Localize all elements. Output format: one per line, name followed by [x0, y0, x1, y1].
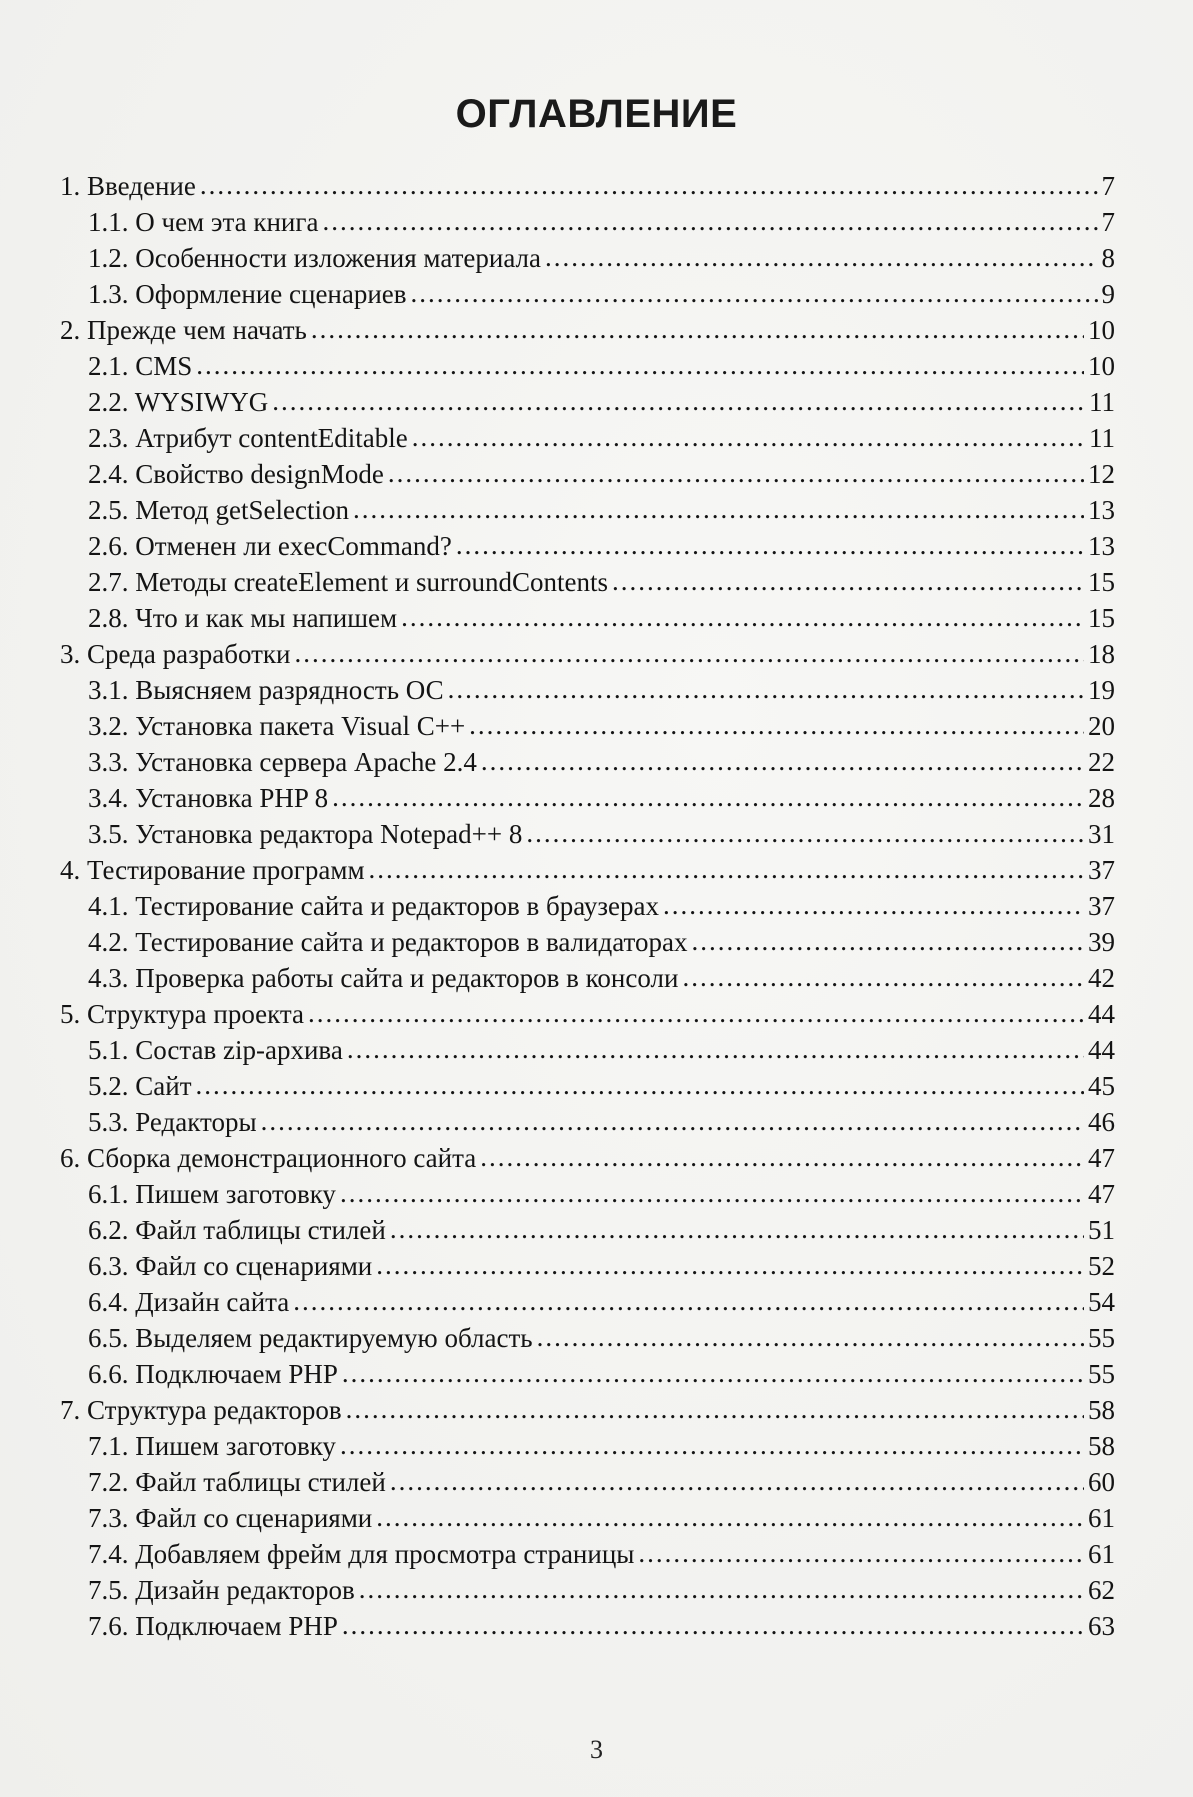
toc-entry-label: 7.5. Дизайн редакторов: [88, 1575, 355, 1605]
toc-entry-label: 2.4. Свойство designMode: [88, 459, 384, 489]
toc-entry-label: 4.3. Проверка работы сайта и редакторов в консоли: [88, 963, 679, 993]
toc-entry-label: 6.1. Пишем заготовку: [88, 1179, 336, 1209]
toc-entry-page: 11: [1089, 423, 1115, 453]
toc-entry-page: 9: [1101, 279, 1115, 309]
toc-entry-page: 28: [1088, 783, 1115, 813]
toc-entry-label: 2.2. WYSIWYG: [88, 387, 269, 417]
toc-section: [60, 816, 1115, 852]
toc-section: [60, 240, 1115, 276]
toc-entry-label: 1.1. О чем эта книга: [88, 207, 319, 237]
toc-entry-label: 5.3. Редакторы: [88, 1107, 257, 1137]
page-number: 3: [590, 1735, 603, 1764]
toc-entry-page: 13: [1088, 531, 1115, 561]
toc-section: [60, 528, 1115, 564]
toc-section: [60, 1608, 1115, 1644]
dot-leader: [340, 1175, 1084, 1211]
toc-entry-label: 5.2. Сайт: [88, 1071, 192, 1101]
dot-leader: [369, 851, 1084, 887]
toc-chapter: [60, 312, 1115, 348]
toc-entry-page: 44: [1088, 1035, 1115, 1065]
toc-entry-page: 44: [1088, 999, 1115, 1029]
toc-section: [60, 1572, 1115, 1608]
toc-entry-page: 42: [1088, 963, 1115, 993]
toc-section: [60, 888, 1115, 924]
toc-entry-page: 61: [1088, 1503, 1115, 1533]
dot-leader: [448, 671, 1084, 707]
toc-entry-label: 2.7. Методы createElement и surroundContents: [88, 567, 609, 597]
dot-leader: [390, 1211, 1084, 1247]
toc-entry-label: 1.3. Оформление сценариев: [88, 279, 407, 309]
dot-leader: [401, 599, 1084, 635]
dot-leader: [311, 311, 1084, 347]
toc-entry-page: 55: [1088, 1323, 1115, 1353]
toc-section: [60, 744, 1115, 780]
toc-entry-page: 62: [1088, 1575, 1115, 1605]
toc-entry-page: 52: [1088, 1251, 1115, 1281]
toc-chapter: [60, 636, 1115, 672]
toc-entry-label: 3.1. Выясняем разрядность ОС: [88, 675, 444, 705]
toc-entry-page: 31: [1088, 819, 1115, 849]
dot-leader: [469, 707, 1084, 743]
toc-entry-label: 6.5. Выделяем редактируемую область: [88, 1323, 533, 1353]
toc-entry-page: 8: [1101, 243, 1115, 273]
toc-section: [60, 1248, 1115, 1284]
toc-section: [60, 1500, 1115, 1536]
dot-leader: [272, 383, 1085, 419]
toc-entry-page: 47: [1088, 1143, 1115, 1173]
toc-chapter: [60, 168, 1115, 204]
toc-entry-page: 63: [1088, 1611, 1115, 1641]
toc-entry-label: 7.1. Пишем заготовку: [88, 1431, 336, 1461]
toc-entry-page: 11: [1089, 387, 1115, 417]
toc-entry-page: 19: [1088, 675, 1115, 705]
dot-leader: [480, 1139, 1084, 1175]
toc-section: [60, 348, 1115, 384]
dot-leader: [388, 455, 1084, 491]
toc-section: [60, 456, 1115, 492]
dot-leader: [663, 887, 1084, 923]
toc-entry-label: 4.2. Тестирование сайта и редакторов в валидаторах: [88, 927, 688, 957]
toc-section: [60, 708, 1115, 744]
toc-entry-page: 37: [1088, 891, 1115, 921]
toc-entry-page: 60: [1088, 1467, 1115, 1497]
toc-entry-label: 3. Среда разработки: [60, 639, 291, 669]
toc-section: [60, 1104, 1115, 1140]
page-title: ОГЛАВЛЕНИЕ: [455, 92, 738, 136]
toc-entry-page: 20: [1088, 711, 1115, 741]
toc-entry-page: 10: [1088, 315, 1115, 345]
toc-entry-page: 46: [1088, 1107, 1115, 1137]
toc-entry-page: 58: [1088, 1431, 1115, 1461]
toc-entry-page: 47: [1088, 1179, 1115, 1209]
toc-entry-label: 1.2. Особенности изложения материала: [88, 243, 542, 273]
toc-entry-label: 2.6. Отменен ли execCommand?: [88, 531, 452, 561]
dot-leader: [295, 635, 1085, 671]
toc-entry-label: 6.3. Файл со сценариями: [88, 1251, 373, 1281]
toc-entry-page: 15: [1088, 603, 1115, 633]
toc-entry-label: 7. Структура редакторов: [60, 1395, 342, 1425]
toc-section: [60, 492, 1115, 528]
toc-entry-label: 2.1. CMS: [88, 351, 193, 381]
toc-section: [60, 1464, 1115, 1500]
toc-entry-page: 7: [1101, 171, 1115, 201]
toc-entry-page: 51: [1088, 1215, 1115, 1245]
dot-leader: [537, 1319, 1084, 1355]
dot-leader: [196, 1067, 1085, 1103]
toc-entry-page: 13: [1088, 495, 1115, 525]
toc-entry-page: 37: [1088, 855, 1115, 885]
toc-section: [60, 1356, 1115, 1392]
toc-section: [60, 1068, 1115, 1104]
toc-entry-label: 7.4. Добавляем фрейм для просмотра страницы: [88, 1539, 635, 1569]
dot-leader: [456, 527, 1084, 563]
toc-entry-label: 2.5. Метод getSelection: [88, 495, 349, 525]
toc-entry-label: 3.4. Установка PHP 8: [88, 783, 329, 813]
dot-leader: [322, 203, 1097, 239]
dot-leader: [682, 959, 1084, 995]
toc-entry-label: 6.2. Файл таблицы стилей: [88, 1215, 386, 1245]
toc-entry-label: 2.8. Что и как мы напишем: [88, 603, 398, 633]
dot-leader: [612, 563, 1084, 599]
dot-leader: [342, 1355, 1084, 1391]
toc-entry-label: 3.5. Установка редактора Notepad++ 8: [88, 819, 523, 849]
toc-entry-label: 5. Структура проекта: [60, 999, 305, 1029]
toc-entry-label: 4.1. Тестирование сайта и редакторов в браузерах: [88, 891, 659, 921]
toc-entry-page: 7: [1101, 207, 1115, 237]
dot-leader: [691, 923, 1084, 959]
dot-leader: [261, 1103, 1084, 1139]
dot-leader: [412, 419, 1085, 455]
toc-section: [60, 924, 1115, 960]
toc-section: [60, 1032, 1115, 1068]
toc-section: [60, 1536, 1115, 1572]
toc-section: [60, 276, 1115, 312]
dot-leader: [481, 743, 1084, 779]
dot-leader: [638, 1535, 1084, 1571]
toc-entry-page: 12: [1088, 459, 1115, 489]
toc-entry-label: 6.6. Подключаем PHP: [88, 1359, 338, 1389]
toc-entry-label: 4. Тестирование программ: [60, 855, 365, 885]
toc-section: [60, 780, 1115, 816]
dot-leader: [376, 1247, 1084, 1283]
toc-section: [60, 204, 1115, 240]
dot-leader: [200, 167, 1098, 203]
dot-leader: [332, 779, 1084, 815]
dot-leader: [308, 995, 1084, 1031]
dot-leader: [293, 1283, 1084, 1319]
dot-leader: [196, 347, 1084, 383]
dot-leader: [353, 491, 1084, 527]
toc-section: [60, 420, 1115, 456]
toc-entry-page: 15: [1088, 567, 1115, 597]
toc-entry-label: 1. Введение: [60, 171, 196, 201]
toc-chapter: [60, 996, 1115, 1032]
table-of-contents: [60, 168, 1115, 1644]
toc-entry-page: 61: [1088, 1539, 1115, 1569]
toc-entry-label: 7.3. Файл со сценариями: [88, 1503, 373, 1533]
toc-entry-label: 2.3. Атрибут contentEditable: [88, 423, 408, 453]
dot-leader: [346, 1391, 1084, 1427]
toc-entry-page: 18: [1088, 639, 1115, 669]
toc-entry-label: 3.2. Установка пакета Visual C++: [88, 711, 466, 741]
toc-entry-label: 7.2. Файл таблицы стилей: [88, 1467, 386, 1497]
toc-entry-page: 39: [1088, 927, 1115, 957]
toc-chapter: [60, 1140, 1115, 1176]
toc-entry-page: 54: [1088, 1287, 1115, 1317]
toc-section: [60, 1176, 1115, 1212]
toc-entry-page: 22: [1088, 747, 1115, 777]
toc-section: [60, 1212, 1115, 1248]
toc-entry-label: 6. Сборка демонстрационного сайта: [60, 1143, 477, 1173]
dot-leader: [390, 1463, 1084, 1499]
toc-section: [60, 1428, 1115, 1464]
toc-chapter: [60, 1392, 1115, 1428]
dot-leader: [545, 239, 1097, 275]
dot-leader: [526, 815, 1084, 851]
dot-leader: [340, 1427, 1084, 1463]
toc-entry-label: 6.4. Дизайн сайта: [88, 1287, 290, 1317]
toc-section: [60, 564, 1115, 600]
toc-entry-label: 5.1. Состав zip-архива: [88, 1035, 343, 1065]
toc-section: [60, 1320, 1115, 1356]
toc-entry-label: 3.3. Установка сервера Apache 2.4: [88, 747, 477, 777]
dot-leader: [342, 1607, 1084, 1643]
dot-leader: [347, 1031, 1084, 1067]
toc-chapter: [60, 852, 1115, 888]
toc-entry-page: 45: [1088, 1071, 1115, 1101]
toc-section: [60, 1284, 1115, 1320]
toc-entry-page: 55: [1088, 1359, 1115, 1389]
toc-section: [60, 600, 1115, 636]
toc-entry-label: 2. Прежде чем начать: [60, 315, 307, 345]
dot-leader: [376, 1499, 1084, 1535]
dot-leader: [411, 275, 1098, 311]
toc-section: [60, 384, 1115, 420]
toc-entry-label: 7.6. Подключаем PHP: [88, 1611, 338, 1641]
toc-entry-page: 10: [1088, 351, 1115, 381]
toc-section: [60, 672, 1115, 708]
toc-section: [60, 960, 1115, 996]
dot-leader: [359, 1571, 1084, 1607]
toc-entry-page: 58: [1088, 1395, 1115, 1425]
